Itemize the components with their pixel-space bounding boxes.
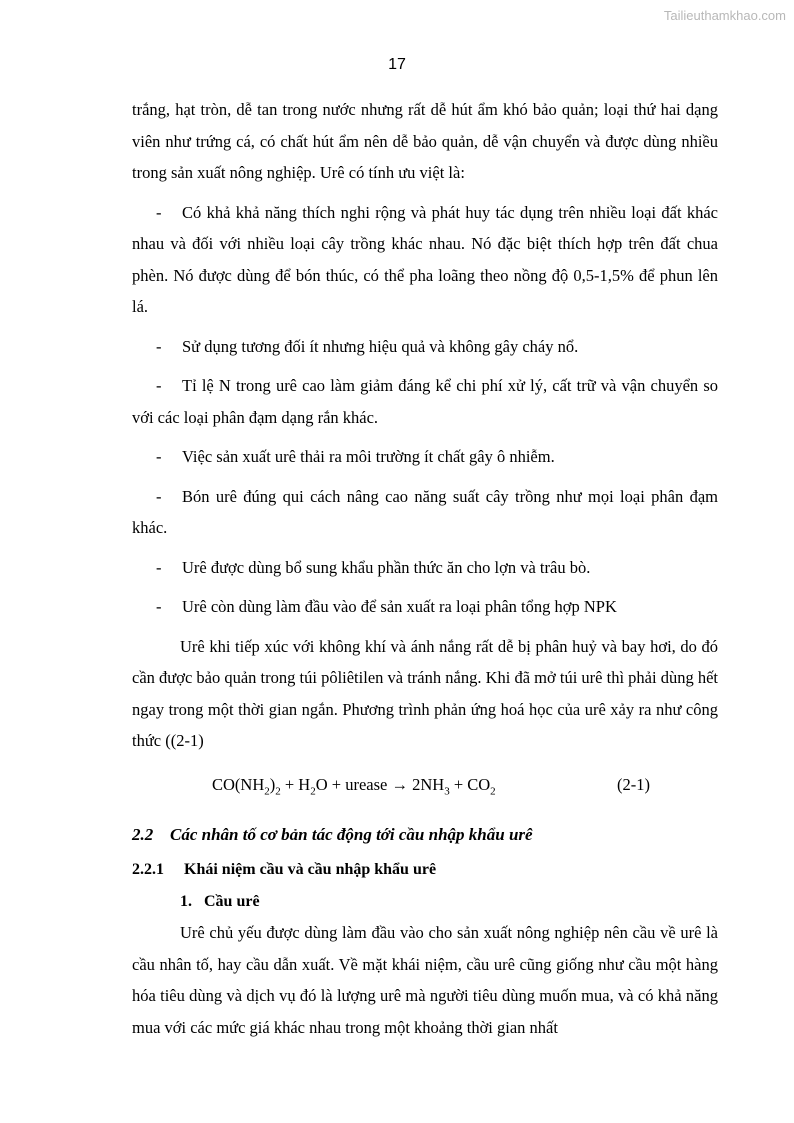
eq-part: + CO bbox=[449, 774, 491, 794]
chemical-equation bbox=[132, 771, 718, 799]
bullet-text: Urê còn dùng làm đầu vào để sản xuất ra loại phân tổng hợp NPK bbox=[182, 597, 617, 616]
section-title: Các nhân tố cơ bản tác động tới cầu nhập khẩu urê bbox=[170, 824, 533, 844]
bullet-text: Có khả khả năng thích nghi rộng và phát huy tác dụng trên nhiều loại đất khác nhau và đối với nhiều loại cây trồng khác nhau. Nó đặc biệt thích hợp trên đất chua phèn. Nó được dùng để bón thúc, có thể pha loãng theo nồng độ 0,5-1,5% để phun lên lá. bbox=[132, 202, 718, 316]
section-title: Khái niệm cầu và cầu nhập khẩu urê bbox=[184, 861, 437, 878]
bullet-item bbox=[132, 331, 718, 363]
eq-subscript: 2 bbox=[490, 784, 496, 797]
arrow-icon: → bbox=[391, 774, 408, 794]
bullet-item bbox=[132, 197, 718, 323]
subsection-number: 1. bbox=[180, 892, 192, 910]
intro-paragraph: trắng, hạt tròn, dễ tan trong nước nhưng rất dễ hút ẩm khó bảo quản; loại thứ hai dạng viên như trứng cá, có chất hút ẩm nên dễ bảo quản, dễ vận chuyển và được dùng nhiều trong sản xuất nông nghiệp. Urê có tính ưu việt là: bbox=[132, 100, 718, 182]
bullet-item bbox=[132, 552, 718, 584]
demand-paragraph: Urê chủ yếu được dùng làm đầu vào cho sản xuất nông nghiệp nên cầu về urê là cầu nhân tố, hay cầu dẫn xuất. Về mặt khái niệm, cầu urê cũng giống như cầu một hàng hóa tiêu dùng và dịch vụ đó là lượng urê mà người tiêu dùng muốn mua, và có khả năng mua với các mức giá khác nhau trong một khoảng thời gian nhất bbox=[132, 923, 718, 1037]
storage-paragraph: Urê khi tiếp xúc với không khí và ánh nắng rất dễ bị phân huỷ và bay hơi, do đó cần được bảo quản trong túi pôliêtilen và tránh nắng. Khi đã mở túi urê thì phải dùng hết ngay trong một thời gian ngắn. Phương trình phản ứng hoá học của urê xảy ra như công thức ((2-1) bbox=[132, 636, 718, 750]
bullet-dash: - bbox=[156, 202, 162, 222]
bullet-item bbox=[132, 591, 718, 623]
bullet-item bbox=[132, 441, 718, 473]
eq-subscript: 2 bbox=[310, 784, 316, 797]
bullet-text: Bón urê đúng qui cách nâng cao năng suất cây trồng như mọi loại phân đạm khác. bbox=[132, 486, 718, 537]
subsection-title: Cầu urê bbox=[204, 892, 260, 910]
bullet-text: Việc sản xuất urê thải ra môi trường ít chất gây ô nhiễm. bbox=[182, 447, 555, 466]
bullet-dash: - bbox=[156, 486, 162, 506]
bullet-dash: - bbox=[156, 336, 162, 356]
eq-part: CO(NH bbox=[212, 774, 265, 794]
eq-part: O + urease bbox=[315, 774, 392, 794]
bullet-dash: - bbox=[156, 376, 162, 395]
page-number: 17 bbox=[388, 56, 406, 73]
bullet-text: Tỉ lệ N trong urê cao làm giảm đáng kể chi phí xử lý, cất trữ và vận chuyển so với các loại phân đạm dạng rắn khác. bbox=[132, 376, 718, 427]
equation-expression bbox=[212, 771, 496, 799]
eq-part: 2NH bbox=[407, 774, 445, 794]
bullet-item bbox=[132, 481, 718, 544]
subsection-heading-1 bbox=[180, 886, 718, 918]
bullet-dash: - bbox=[156, 597, 162, 616]
eq-part: + H bbox=[280, 774, 311, 794]
watermark-text: Tailieuthamkhao.com bbox=[663, 8, 786, 23]
bullet-dash: - bbox=[156, 557, 162, 577]
eq-subscript: 2 bbox=[275, 784, 281, 797]
bullet-item bbox=[132, 370, 718, 433]
section-heading-2-2-1 bbox=[132, 854, 718, 886]
bullet-text: Urê được dùng bổ sung khẩu phần thức ăn cho lợn và trâu bò. bbox=[182, 557, 591, 577]
eq-subscript: 3 bbox=[444, 784, 450, 797]
eq-part: ) bbox=[269, 774, 276, 794]
section-number: 2.2.1 bbox=[132, 861, 164, 878]
equation-number: (2-1) bbox=[617, 774, 650, 794]
section-number: 2.2 bbox=[132, 824, 154, 844]
section-heading-2-2 bbox=[132, 819, 718, 851]
eq-subscript: 2 bbox=[264, 784, 270, 797]
page-content bbox=[132, 94, 718, 1043]
bullet-text: Sử dụng tương đối ít nhưng hiệu quả và không gây cháy nổ. bbox=[182, 336, 579, 356]
bullet-dash: - bbox=[156, 447, 162, 466]
